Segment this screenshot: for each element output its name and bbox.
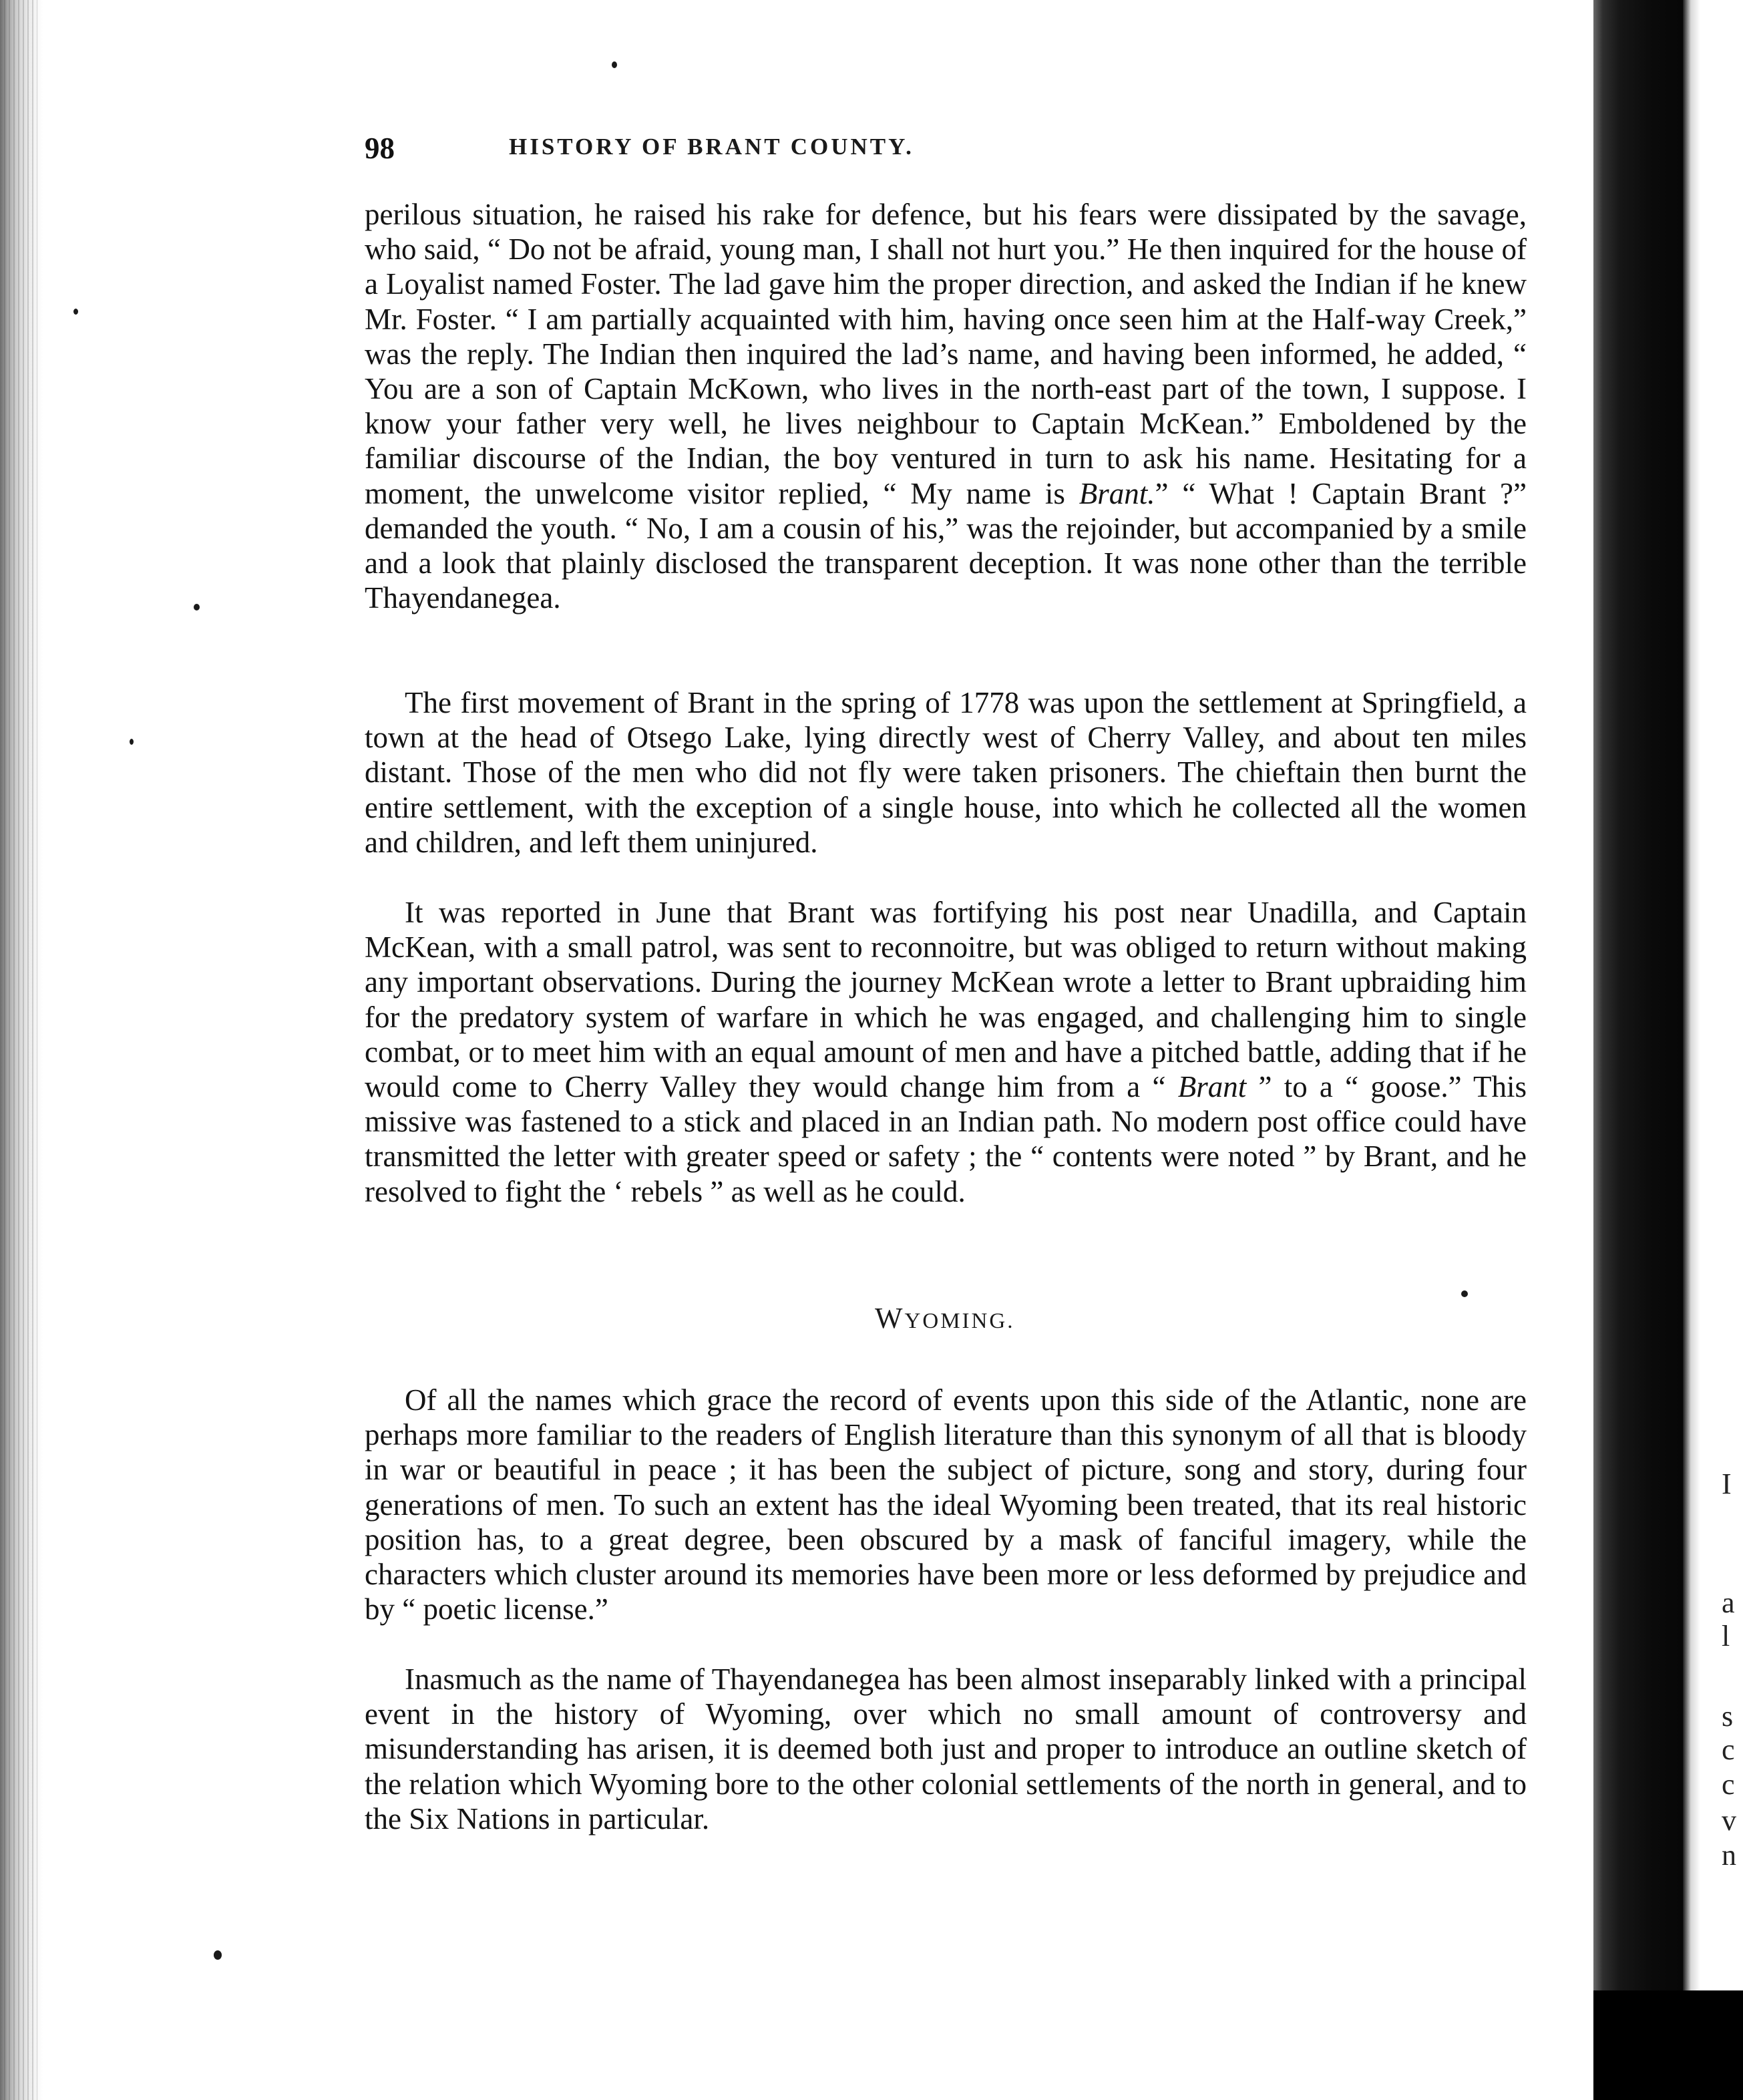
paragraph-text: ” to a “ goose.” This missive was fastened to a stick and placed in an Indian path. No modern post office could have transmitted the letter with greater speed or safety ; the “ contents were noted ” by Brant, and he resolved to fight the ‘ rebels ” as well as he could. [365, 1070, 1527, 1208]
italic-text: Brant [1177, 1070, 1247, 1104]
ink-speck [214, 1950, 222, 1960]
ink-speck [73, 309, 78, 315]
heading-initial: W [875, 1302, 905, 1335]
paragraph [365, 1662, 1527, 1836]
ink-speck [612, 61, 617, 68]
paragraph-text: perilous situation, he raised his rake for defence, but his fears were dissipated by the savage, who said, “ Do not be afraid, young man, I shall not hurt you.” He then inquired for the house of a Loyalist named Foster. The lad gave him the proper direction, and asked the Indian if he knew Mr. Foster. “ I am partially acquainted with him, having once seen him at the Half-way Creek,” was the reply. The Indian then inquired the lad’s name, and having been informed, he added, “ You are a son of Captain McKown, who lives in the north-east part of the town, I suppose. I know your father very well, he lives neighbour to Captain McKean.” Emboldened by the familiar discourse of the Indian, the boy ventured in turn to ask his name. Hesitating for a moment, the unwelcome visitor replied, “ My name is [365, 198, 1527, 510]
running-head [365, 131, 1159, 171]
paragraph [365, 197, 1527, 615]
next-page-letter: n [1722, 1839, 1736, 1872]
paragraph-text: Of all the names which grace the record of events upon this side of the Atlantic, none are perhaps more familiar to the readers of English literature than this synonym of all that is bloody in war or beautiful in peace ; it has been the subject of picture, song and story, during four generations of men. To such an extent has the ideal Wyoming been treated, that its real historic position has, to a great degree, been obscured by a mask of fanciful imagery, while the characters which cluster around its memories have been more or less deformed by prejudice and by “ poetic license.” [365, 1383, 1527, 1626]
next-page-letter: a [1722, 1586, 1735, 1619]
ink-speck [1461, 1290, 1468, 1297]
page-number: 98 [365, 132, 395, 165]
book-title: HISTORY OF BRANT COUNTY. [509, 134, 914, 160]
paragraph-text: ” “ What ! Captain Brant ?” demanded the youth. “ No, I am a cousin of his,” was the rejoinder, but accompanied by a smile and a look that plainly disclosed the transparent deception. It was none other than the terrible Thayendanegea. [365, 476, 1527, 615]
next-page-letter: l [1722, 1620, 1730, 1652]
paragraph-text: The first movement of Brant in the spring of 1778 was upon the settlement at Springfield, a town at the head of Otsego Lake, lying directly west of Cherry Valley, and about ten miles distant. Those of the men who did not fly were taken prisoners. The chieftain then burnt the entire settlement, with the exception of a single house, into which he collected all the women and children, and left them uninjured. [365, 686, 1527, 859]
next-page-letter: I [1722, 1467, 1732, 1500]
ink-speck [130, 739, 134, 745]
italic-text: Brant. [1079, 476, 1155, 510]
next-page-letter: s [1722, 1700, 1734, 1733]
next-page-letter: c [1722, 1768, 1735, 1801]
paragraph [365, 685, 1527, 860]
section-heading [875, 1301, 1014, 1335]
ink-speck [194, 604, 200, 610]
next-page-letter: v [1722, 1804, 1736, 1837]
paragraph [365, 895, 1527, 1209]
paragraph [365, 1383, 1527, 1626]
page-edge-lines [4, 0, 37, 2100]
paragraph-text: It was reported in June that Brant was fortifying his post near Unadilla, and Captain McKean, with a small patrol, was sent to reconnoitre, but was obliged to return without making any important observations. During the journey McKean wrote a letter to Brant upbraiding him for the predatory system of warfare in which he was engaged, and challenging him to single combat, or to meet him with an equal amount of men and have a pitched battle, adding that if he would come to Cherry Valley they would change him from a “ [365, 896, 1527, 1104]
heading-rest: YOMING. [904, 1309, 1015, 1333]
paragraph-text: Inasmuch as the name of Thayendanegea has been almost inseparably linked with a principal event in the history of Wyoming, over which no small amount of controversy and misunderstanding has arisen, it is deemed both just and proper to introduce an outline sketch of the relation which Wyoming bore to the other colonial settlements of the north in general, and to the Six Nations in particular. [365, 1662, 1527, 1835]
scanner-shadow-corner [1593, 1990, 1743, 2100]
next-page-letter: c [1722, 1733, 1735, 1766]
